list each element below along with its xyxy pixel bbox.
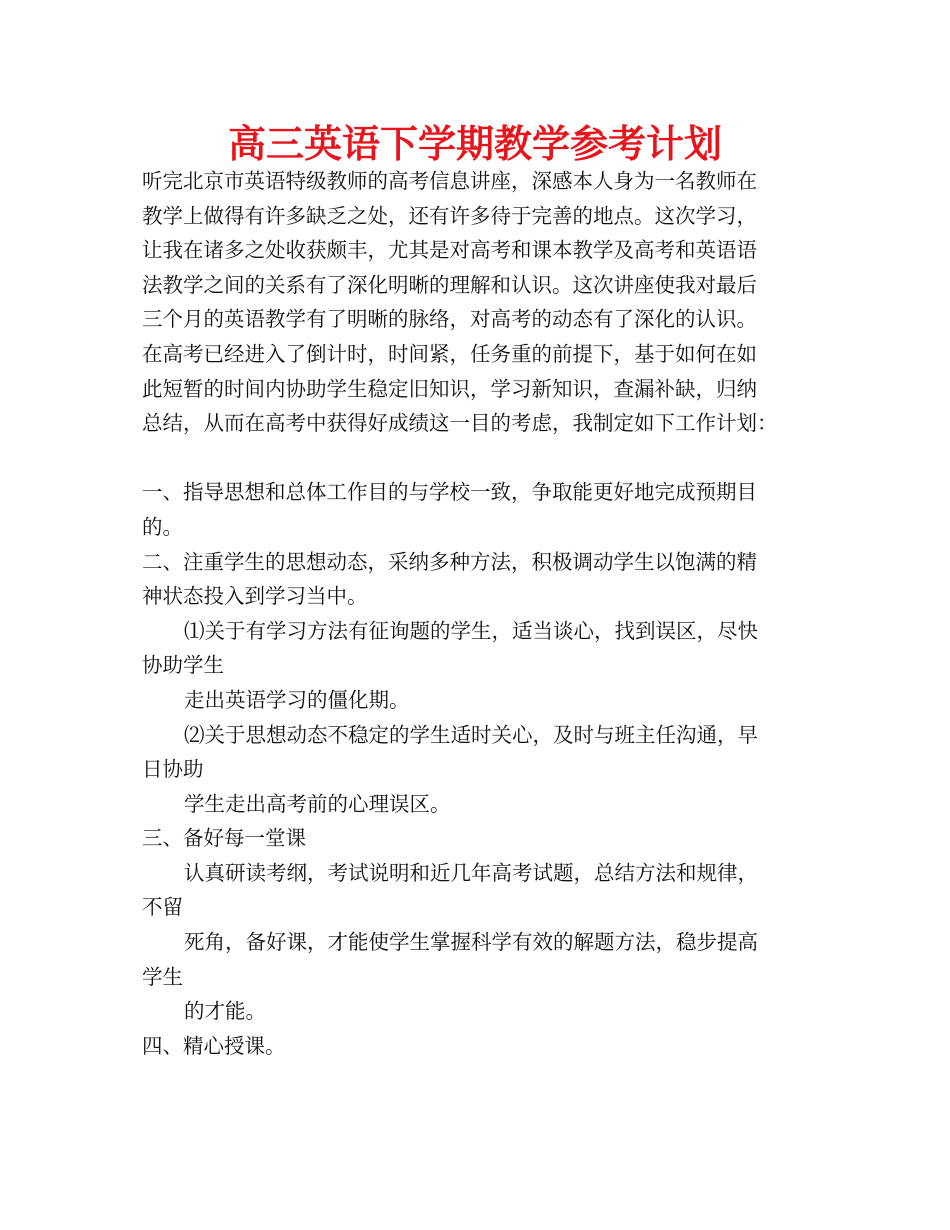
paragraph-line: 死角，备好课，才能使学生掌握科学有效的解题方法，稳步提高 <box>184 930 758 955</box>
list-item-1: ⑴关于有学习方法有征询题的学生，适当谈心，找到误区，尽快 <box>184 618 758 643</box>
paragraph-line: 认真研读考纲，考试说明和近几年高考试题，总结方法和规律， <box>184 860 758 885</box>
paragraph-line: 在高考已经进入了倒计时，时间紧，任务重的前提下，基于如何在如 <box>142 341 757 366</box>
document-body <box>142 164 842 1063</box>
document-title: 高三英语下学期教学参考计划 <box>227 122 722 166</box>
paragraph-line: 此短暂的时间内协助学生稳定旧知识，学习新知识，查漏补缺，归纳 <box>142 376 757 401</box>
list-item-2: ⑵关于思想动态不稳定的学生适时关心，及时与班主任沟通，早 <box>184 722 758 747</box>
paragraph-line: 学生走出高考前的心理误区。 <box>184 791 451 816</box>
paragraph-line: 日协助 <box>142 757 204 782</box>
paragraph-line: 走出英语学习的僵化期。 <box>184 687 410 712</box>
paragraph-line: 教学上做得有许多缺乏之处，还有许多待于完善的地点。这次学习， <box>142 203 757 228</box>
paragraph-line: 不留 <box>142 895 183 920</box>
paragraph-line: 的才能。 <box>184 999 266 1024</box>
paragraph-line: 学生 <box>142 964 183 989</box>
section-heading-3: 三、备好每一堂课 <box>142 826 306 851</box>
paragraph-line: 法教学之间的关系有了深化明晰的理解和认识。这次讲座使我对最后 <box>142 272 757 297</box>
paragraph-line: 总结，从而在高考中获得好成绩这一目的考虑，我制定如下工作计划： <box>142 411 778 436</box>
paragraph-line: 神状态投入到学习当中。 <box>142 584 368 609</box>
paragraph-line: 让我在诸多之处收获颇丰，尤其是对高考和课本教学及高考和英语语 <box>142 238 757 263</box>
paragraph-line: 协助学生 <box>142 653 224 678</box>
paragraph-line: 三个月的英语教学有了明晰的脉络，对高考的动态有了深化的认识。 <box>142 307 757 332</box>
section-heading-2: 二、注重学生的思想动态，采纳多种方法，积极调动学生以饱满的精 <box>142 549 757 574</box>
paragraph-line: 听完北京市英语特级教师的高考信息讲座，深感本人身为一名教师在 <box>142 169 757 193</box>
paragraph-line: 的。 <box>142 514 183 539</box>
section-heading-4: 四、精心授课。 <box>142 1033 286 1058</box>
blank-line <box>142 441 842 476</box>
section-heading-1: 一、指导思想和总体工作目的与学校一致，争取能更好地完成预期目 <box>142 480 757 505</box>
